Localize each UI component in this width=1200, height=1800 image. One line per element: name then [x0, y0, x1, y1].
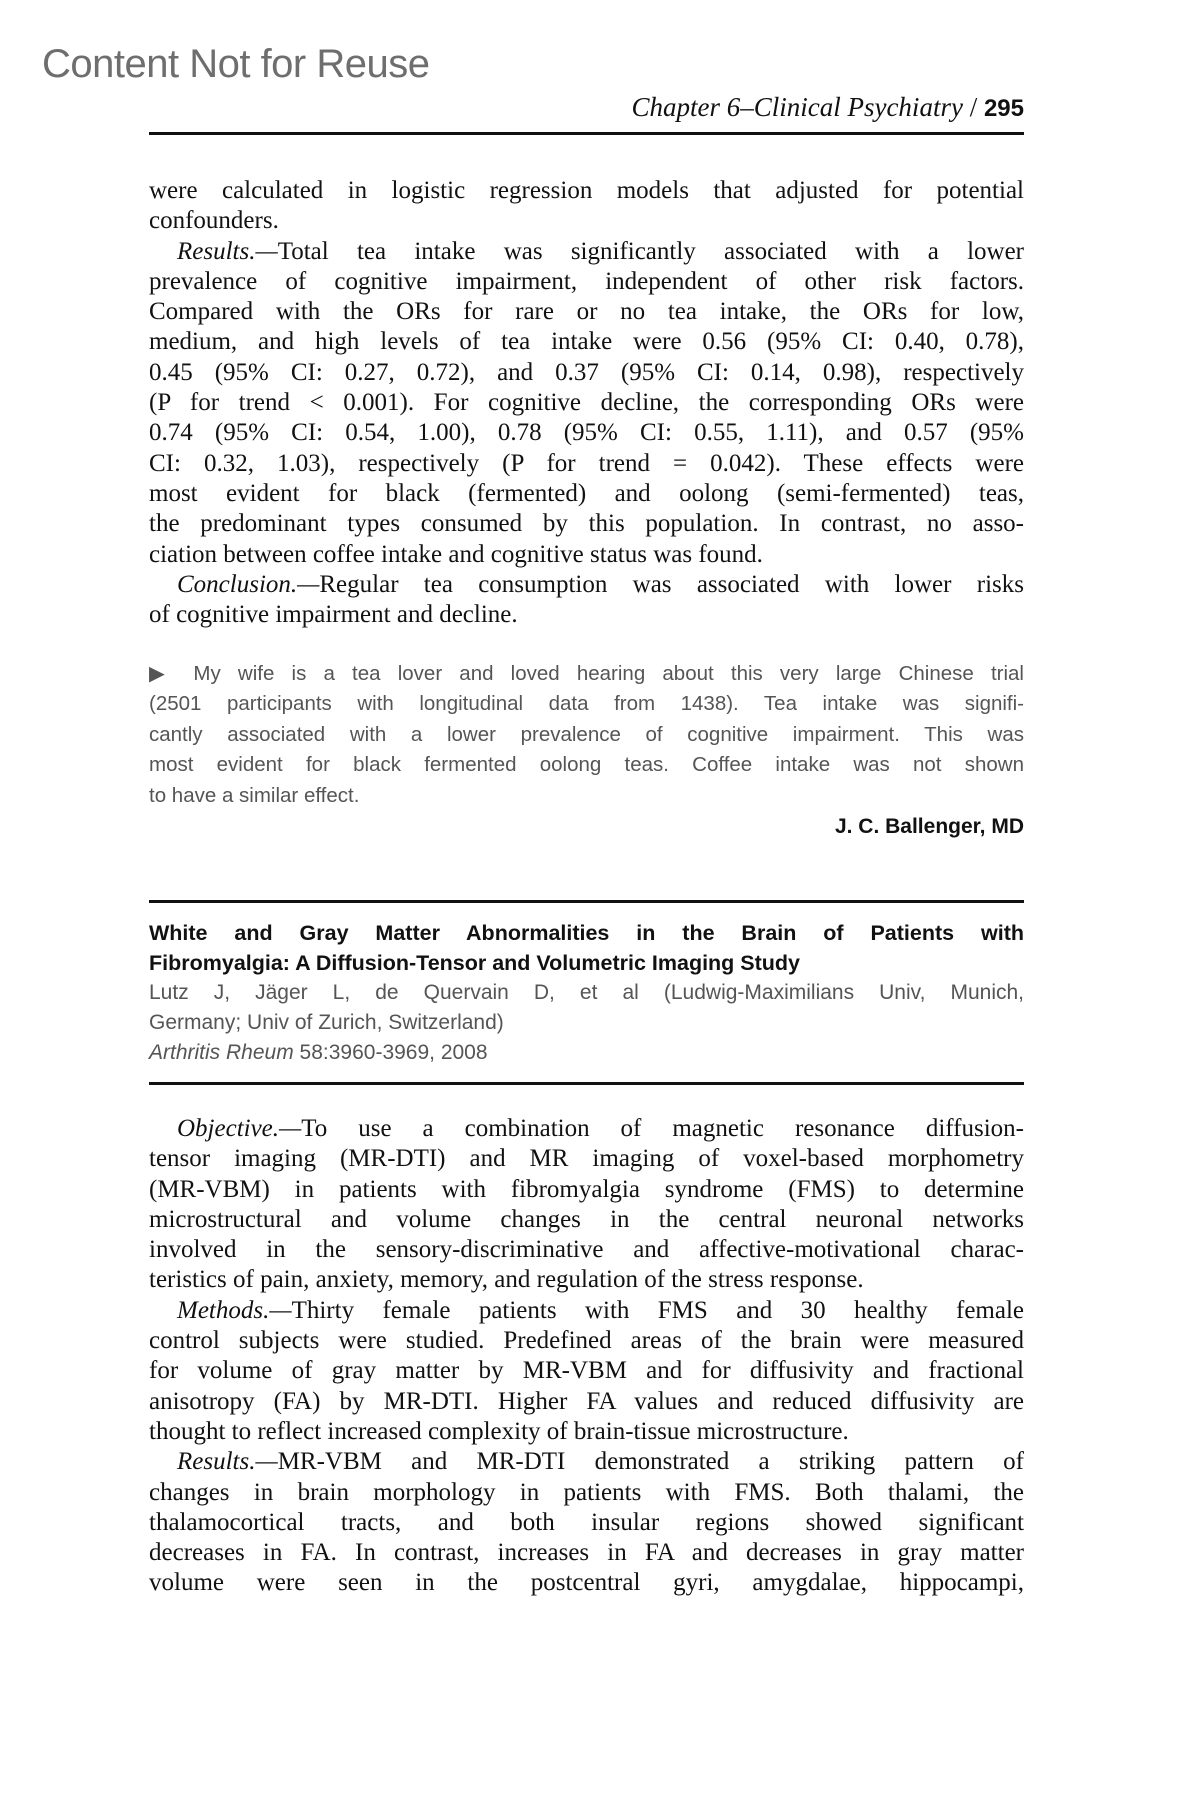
- line-text: teristics of pain, anxiety, memory, and regulation of the stress response.: [149, 1266, 864, 1294]
- line-text: White and Gray Matter Abnormalities in the Brain of Patients with: [149, 921, 1024, 945]
- line-text: ciation between coffee intake and cognitive status was found.: [149, 540, 763, 568]
- line-text: medium, and high levels of tea intake were 0.56 (95% CI: 0.40, 0.78),: [149, 328, 1024, 356]
- line-text: MR-VBM and MR-DTI demonstrated a striking pattern of: [277, 1448, 1024, 1476]
- text-line: [149, 659, 1024, 689]
- text-line: [149, 1417, 1024, 1447]
- text-line: [149, 1114, 1024, 1144]
- text-line: [149, 1205, 1024, 1235]
- section-label: Conclusion.—: [177, 570, 320, 598]
- text-line: [149, 689, 1024, 719]
- section-label: Objective.—: [177, 1115, 302, 1142]
- article-title: [149, 918, 1024, 978]
- text-line: [149, 1008, 1024, 1038]
- text-line: [149, 267, 1024, 297]
- line-text: Thirty female patients with FMS and 30 healthy female: [291, 1296, 1024, 1324]
- line-text: to have a similar effect.: [149, 783, 360, 807]
- line-text: CI: 0.32, 1.03), respectively (P for trend = 0.042). These effects were: [149, 449, 1024, 477]
- line-text: of cognitive impairment and decline.: [149, 601, 518, 629]
- text-line: [149, 237, 1024, 267]
- abstract-continued: [149, 176, 1024, 630]
- line-text: ▶ My wife is a tea lover and loved hearing about this very large Chinese trial: [149, 662, 1024, 685]
- text-line: [149, 1538, 1024, 1568]
- text-line: [149, 327, 1024, 357]
- separator: /: [962, 92, 984, 122]
- line-text: most evident for black fermented oolong teas. Coffee intake was not shown: [149, 753, 1024, 777]
- line-text: thought to reflect increased complexity of brain-tissue microstructure.: [149, 1417, 849, 1445]
- text-line: [149, 449, 1024, 479]
- text-line: [149, 388, 1024, 418]
- line-text: (2501 participants with longitudinal data from 1438). Tea intake was signifi-: [149, 692, 1024, 716]
- text-line: [149, 978, 1024, 1008]
- journal-name: Arthritis Rheum: [149, 1041, 294, 1064]
- line-text: Total tea intake was significantly associated with a lower: [277, 237, 1024, 265]
- text-line: [149, 1508, 1024, 1538]
- text-line: [149, 1478, 1024, 1508]
- text-line: [149, 1265, 1024, 1295]
- text-line: [149, 297, 1024, 327]
- line-text: prevalence of cognitive impairment, independent of other risk factors.: [149, 267, 1024, 295]
- commenter-signature: J. C. Ballenger, MD: [834, 815, 1024, 838]
- text-line: [149, 1447, 1024, 1477]
- text-line: [149, 1175, 1024, 1205]
- text-line: [149, 600, 1024, 630]
- text-line: [149, 358, 1024, 388]
- citation: [149, 978, 1024, 1068]
- line-text: thalamocortical tracts, and both insular regions showed significant: [149, 1508, 1024, 1536]
- line-text: Fibromyalgia: A Diffusion-Tensor and Volumetric Imaging Study: [149, 951, 801, 975]
- text-line: [149, 918, 1024, 948]
- text-line: [149, 1387, 1024, 1417]
- text-line: [149, 750, 1024, 780]
- section-label: Methods.—: [177, 1296, 292, 1324]
- line-text: were calculated in logistic regression models that adjusted for potential: [149, 177, 1024, 204]
- line-text: involved in the sensory-discriminative and affective-motivational charac-: [149, 1236, 1024, 1264]
- line-text: most evident for black (fermented) and oolong (semi-fermented) teas,: [149, 479, 1024, 507]
- line-text: cantly associated with a lower prevalence of cognitive impairment. This was: [149, 722, 1024, 746]
- header-rule: [149, 132, 1024, 135]
- citation-authors: [149, 978, 1024, 1038]
- text-line: [149, 781, 1024, 811]
- text-line: [149, 418, 1024, 448]
- line-text: confounders.: [149, 207, 279, 235]
- editor-comment: [149, 659, 1024, 811]
- line-text: 0.45 (95% CI: 0.27, 0.72), and 0.37 (95% CI: 0.14, 0.98), respectively: [149, 358, 1024, 386]
- text-line: [149, 509, 1024, 539]
- text-line: [149, 1144, 1024, 1174]
- article-rule-bottom: [149, 1082, 1024, 1085]
- text-line: [149, 1356, 1024, 1386]
- line-text: Germany; Univ of Zurich, Switzerland): [149, 1011, 504, 1034]
- text-line: [149, 1235, 1024, 1265]
- line-text: (P for trend < 0.001). For cognitive decline, the corresponding ORs were: [149, 389, 1024, 417]
- line-text: (MR-VBM) in patients with fibromyalgia syndrome (FMS) to determine: [149, 1175, 1024, 1203]
- line-text: changes in brain morphology in patients with FMS. Both thalami, the: [149, 1478, 1024, 1506]
- line-text: control subjects were studied. Predefined areas of the brain were measured: [149, 1327, 1024, 1355]
- line-text: decreases in FA. In contrast, increases in FA and decreases in gray matter: [149, 1539, 1024, 1567]
- section-label: Results.—: [177, 237, 278, 265]
- text-line: [149, 1326, 1024, 1356]
- journal-reference: 58:3960-3969, 2008: [293, 1041, 488, 1064]
- line-text: anisotropy (FA) by MR-DTI. Higher FA values and reduced diffusivity are: [149, 1387, 1024, 1415]
- page-number: 295: [983, 95, 1024, 122]
- text-line: [149, 570, 1024, 600]
- text-line: [149, 1568, 1024, 1598]
- text-line: [149, 1296, 1024, 1326]
- citation-source: [149, 1038, 1024, 1068]
- line-text: To use a combination of magnetic resonance diffusion-: [301, 1115, 1024, 1142]
- text-line: [149, 540, 1024, 570]
- line-text: volume were seen in the postcentral gyri, amygdalae, hippocampi,: [149, 1569, 1024, 1597]
- chapter-title: Chapter 6–Clinical Psychiatry: [631, 92, 963, 122]
- text-line: [149, 948, 1024, 978]
- article-rule-top: [149, 900, 1024, 903]
- section-label: Results.—: [177, 1448, 278, 1476]
- watermark: Content Not for Reuse: [42, 42, 430, 86]
- text-line: [149, 479, 1024, 509]
- line-text: microstructural and volume changes in the central neuronal networks: [149, 1205, 1024, 1233]
- running-head: [149, 92, 1024, 123]
- line-text: 0.74 (95% CI: 0.54, 1.00), 0.78 (95% CI: 0.55, 1.11), and 0.57 (95%: [149, 419, 1024, 447]
- line-text: tensor imaging (MR-DTI) and MR imaging of voxel-based morphometry: [149, 1145, 1024, 1173]
- line-text: the predominant types consumed by this population. In contrast, no asso-: [149, 510, 1024, 538]
- line-text: Regular tea consumption was associated with lower risks: [319, 570, 1024, 598]
- line-text: Lutz J, Jäger L, de Quervain D, et al (Ludwig-Maximilians Univ, Munich,: [149, 981, 1024, 1004]
- line-text: Compared with the ORs for rare or no tea intake, the ORs for low,: [149, 298, 1024, 326]
- article-abstract: [149, 1114, 1024, 1599]
- text-line: [149, 176, 1024, 206]
- text-line: [149, 720, 1024, 750]
- line-text: for volume of gray matter by MR-VBM and for diffusivity and fractional: [149, 1357, 1024, 1385]
- text-line: [149, 206, 1024, 236]
